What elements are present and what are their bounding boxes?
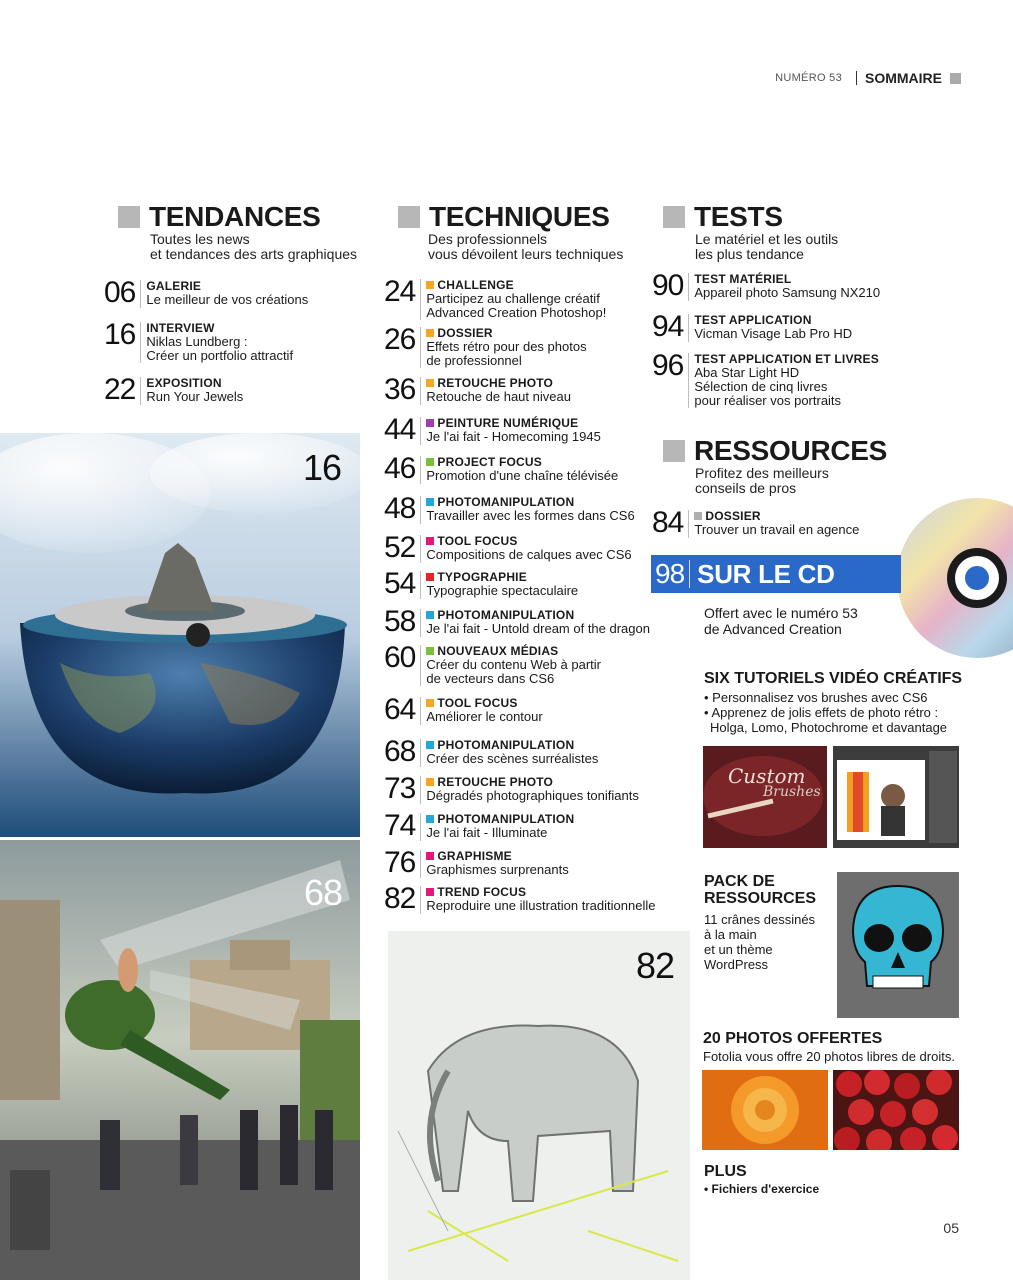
category-color-square — [426, 852, 434, 860]
subtitle-line: et tendances des arts graphiques — [150, 246, 358, 262]
entry-desc: pour réaliser vos portraits — [694, 393, 842, 408]
entry-category — [426, 570, 578, 584]
divider — [420, 496, 421, 524]
section-label: SOMMAIRE — [865, 70, 942, 86]
entry-desc: Participez au challenge créatif — [426, 291, 600, 306]
plus-title: PLUS — [704, 1163, 747, 1180]
toc-entry[interactable] — [104, 375, 243, 405]
divider — [420, 456, 421, 484]
pack-line: à la main — [704, 927, 757, 942]
earth-image — [0, 433, 360, 837]
entry-category — [426, 608, 650, 622]
divider — [420, 776, 421, 804]
brush-thumb-text: Brushes — [763, 784, 821, 800]
ressources-title: RESSOURCES — [694, 435, 888, 466]
page-number: 24 — [384, 275, 416, 308]
divider — [420, 377, 421, 405]
pack-text — [704, 912, 815, 972]
section-square — [663, 440, 685, 462]
custom-brushes-thumbnail — [703, 746, 827, 848]
category-color-square — [426, 741, 434, 749]
category-color-square — [426, 498, 434, 506]
entry-category: EXPOSITION — [146, 376, 222, 390]
toc-entry[interactable] — [384, 375, 571, 405]
entry-category — [426, 696, 542, 710]
category-color-square — [426, 815, 434, 823]
video-item: • Personnalisez vos brushes avec CS6 — [704, 690, 928, 705]
cd-title: SUR LE CD — [697, 558, 835, 589]
category-label: TOOL FOCUS — [437, 534, 518, 548]
entry-category: TEST APPLICATION — [694, 313, 812, 327]
tendances-heading — [118, 202, 321, 232]
entry-category — [426, 738, 598, 752]
entry-desc: Améliorer le contour — [426, 709, 543, 724]
page-number: 46 — [384, 452, 416, 485]
entry-desc: Promotion d'une chaîne télévisée — [426, 468, 619, 483]
techniques-title: TECHNIQUES — [429, 201, 610, 232]
pack-line: 11 crânes dessinés — [704, 912, 816, 927]
photos-text: Fotolia vous offre 20 photos libres de droits. — [703, 1049, 955, 1064]
pack-title-line: PACK DE — [704, 873, 775, 890]
entry-desc: Je l'ai fait - Homecoming 1945 — [426, 429, 601, 444]
entry-category — [694, 509, 859, 523]
tendances-subtitle — [150, 232, 357, 262]
category-label: PEINTURE NUMÉRIQUE — [437, 416, 579, 430]
offer-line: de Advanced Creation — [704, 621, 842, 637]
category-label: RETOUCHE PHOTO — [437, 376, 554, 390]
techniques-subtitle — [428, 232, 623, 262]
toc-entry[interactable] — [652, 312, 852, 342]
tests-subtitle — [695, 232, 838, 262]
divider — [420, 739, 421, 767]
entry-desc: Compositions de calques avec CS6 — [426, 547, 632, 562]
category-color-square — [426, 329, 434, 337]
toc-entry[interactable] — [384, 607, 650, 637]
entry-category — [426, 278, 606, 292]
toc-entry[interactable] — [384, 325, 587, 368]
category-color-square — [426, 419, 434, 427]
toc-entry[interactable] — [384, 695, 543, 725]
tendances-title: TENDANCES — [149, 201, 321, 232]
entry-desc: Niklas Lundberg : — [146, 334, 248, 349]
page-number: 52 — [384, 531, 416, 564]
entry-desc: Appareil photo Samsung NX210 — [694, 285, 881, 300]
toc-entry[interactable] — [384, 569, 578, 599]
category-label: PHOTOMANIPULATION — [437, 738, 575, 752]
video-item: • Apprenez de jolis effets de photo rétro : — [704, 705, 939, 720]
entry-desc: Travailler avec les formes dans CS6 — [426, 508, 635, 523]
entry-category: TEST APPLICATION ET LIVRES — [694, 352, 879, 366]
toc-entry[interactable] — [384, 494, 635, 524]
rose-thumbnail — [702, 1070, 828, 1150]
entry-category — [426, 534, 631, 548]
toc-entry[interactable] — [384, 277, 606, 320]
image-page-number: 16 — [303, 447, 342, 488]
entry-desc: Le meilleur de vos créations — [146, 292, 309, 307]
entry-category — [426, 885, 655, 899]
techniques-heading — [398, 202, 610, 232]
videos-title: SIX TUTORIELS VIDÉO CRÉATIFS — [704, 670, 963, 687]
divider — [420, 279, 421, 320]
category-label: PHOTOMANIPULATION — [437, 608, 575, 622]
page-number: 26 — [384, 323, 416, 356]
elephant-image — [388, 931, 690, 1280]
divider — [688, 353, 689, 408]
pack-line: et un thème — [704, 942, 773, 957]
divider — [688, 314, 689, 342]
divider — [420, 850, 421, 878]
videos-list — [704, 690, 947, 735]
page-number: 06 — [104, 276, 136, 309]
entry-desc: Reproduire une illustration traditionnelle — [426, 898, 656, 913]
divider — [420, 645, 421, 686]
section-square — [118, 206, 140, 228]
divider — [688, 273, 689, 301]
cd-divider — [689, 560, 690, 588]
entry-category — [426, 416, 600, 430]
subtitle-line: les plus tendance — [695, 246, 804, 262]
entry-category — [426, 326, 586, 340]
toc-entry[interactable] — [652, 508, 859, 538]
entry-desc: Run Your Jewels — [146, 389, 244, 404]
category-label: PHOTOMANIPULATION — [437, 812, 575, 826]
toc-entry[interactable] — [384, 533, 632, 563]
subtitle-line: Profitez des meilleurs — [695, 465, 829, 481]
category-color-square — [426, 379, 434, 387]
photoshop-thumbnail — [833, 746, 959, 848]
category-color-square — [426, 647, 434, 655]
entry-desc: Créer du contenu Web à partir — [426, 657, 602, 672]
category-color-square — [426, 778, 434, 786]
divider — [420, 609, 421, 637]
entry-category: INTERVIEW — [146, 321, 215, 335]
entry-desc: Je l'ai fait - Untold dream of the dragon — [426, 621, 650, 636]
page-number: 68 — [384, 735, 416, 768]
brush-thumb-text: Custom — [728, 764, 806, 788]
page-number: 82 — [384, 882, 416, 915]
cd-banner[interactable] — [651, 555, 901, 593]
entry-category — [426, 849, 568, 863]
category-label: PROJECT FOCUS — [437, 455, 542, 469]
entry-category — [426, 376, 571, 390]
divider — [420, 327, 421, 368]
category-color-square — [426, 537, 434, 545]
strawberries-thumbnail — [833, 1070, 959, 1150]
divider — [420, 697, 421, 725]
category-label: PHOTOMANIPULATION — [437, 495, 575, 509]
divider — [688, 510, 689, 538]
entry-desc: de professionnel — [426, 353, 522, 368]
page-number: 76 — [384, 846, 416, 879]
divider — [420, 571, 421, 599]
toc-entry[interactable] — [384, 884, 655, 914]
divider — [420, 813, 421, 841]
toc-entry[interactable] — [104, 320, 293, 363]
entry-category — [426, 495, 634, 509]
photos-title: 20 PHOTOS OFFERTES — [703, 1030, 883, 1047]
entry-desc: Effets rétro pour des photos — [426, 339, 587, 354]
entry-category — [426, 812, 574, 826]
skull-thumbnail — [837, 872, 959, 1018]
entry-desc: Trouver un travail en agence — [694, 522, 860, 537]
category-label: DOSSIER — [437, 326, 493, 340]
entry-category — [426, 644, 601, 658]
entry-desc: de vecteurs dans CS6 — [426, 671, 555, 686]
category-label: GRAPHISME — [437, 849, 512, 863]
divider — [140, 377, 141, 405]
page-number: 44 — [384, 413, 416, 446]
header-square — [950, 73, 961, 84]
ressources-subtitle — [695, 466, 829, 496]
page-number: 22 — [104, 373, 136, 406]
entry-desc: Créer des scènes surréalistes — [426, 751, 599, 766]
category-color-square — [426, 888, 434, 896]
page-number: 74 — [384, 809, 416, 842]
page-folio: 05 — [943, 1220, 959, 1236]
page-number: 73 — [384, 772, 416, 805]
category-label: TREND FOCUS — [437, 885, 527, 899]
toc-entry[interactable] — [652, 271, 880, 301]
toc-entry[interactable] — [384, 415, 601, 445]
pack-title — [704, 873, 816, 907]
entry-category: GALERIE — [146, 279, 202, 293]
issue-number: NUMÉRO 53 — [775, 72, 842, 84]
entry-desc: Vicman Visage Lab Pro HD — [694, 326, 853, 341]
page-number: 60 — [384, 641, 416, 674]
page-header — [775, 70, 961, 86]
entry-category — [426, 775, 638, 789]
subtitle-line: vous dévoilent leurs techniques — [428, 246, 624, 262]
cd-page-number: 98 — [655, 558, 685, 589]
divider — [420, 886, 421, 914]
entry-desc: Sélection de cinq livres — [694, 379, 828, 394]
section-square — [663, 206, 685, 228]
tests-title: TESTS — [694, 201, 783, 232]
entry-desc: Créer un portfolio attractif — [146, 348, 294, 363]
toc-entry[interactable] — [652, 351, 879, 408]
toc-entry[interactable] — [384, 643, 601, 686]
toc-entry[interactable] — [384, 811, 574, 841]
section-square — [398, 206, 420, 228]
category-label: TOOL FOCUS — [437, 696, 518, 710]
page-number: 36 — [384, 373, 416, 406]
header-divider — [856, 71, 857, 85]
entry-category — [426, 455, 618, 469]
category-label: CHALLENGE — [437, 278, 514, 292]
subtitle-line: conseils de pros — [695, 480, 797, 496]
entry-desc: Graphismes surprenants — [426, 862, 569, 877]
entry-category: TEST MATÉRIEL — [694, 272, 792, 286]
page-number: 96 — [652, 349, 684, 382]
divider — [420, 535, 421, 563]
plus-text: • Fichiers d'exercice — [704, 1182, 820, 1196]
category-color-square — [694, 512, 702, 520]
category-color-square — [426, 573, 434, 581]
page-number: 48 — [384, 492, 416, 525]
subtitle-line: Des professionnels — [428, 231, 548, 247]
category-color-square — [426, 458, 434, 466]
page-number: 94 — [652, 310, 684, 343]
pack-line: WordPress — [704, 957, 769, 972]
divider — [140, 280, 141, 308]
pack-title-line: RESSOURCES — [704, 890, 817, 907]
video-item: Holga, Lomo, Photochrome et davantage — [710, 720, 948, 735]
offer-line: Offert avec le numéro 53 — [704, 605, 858, 621]
entry-desc: Dégradés photographiques tonifiants — [426, 788, 639, 803]
entry-desc: Je l'ai fait - Illuminate — [426, 825, 548, 840]
category-label: TYPOGRAPHIE — [437, 570, 527, 584]
tests-heading — [663, 202, 783, 232]
toc-entry[interactable] — [384, 454, 618, 484]
category-label: NOUVEAUX MÉDIAS — [437, 644, 559, 658]
page-number: 84 — [652, 506, 684, 539]
toc-entry[interactable] — [384, 848, 569, 878]
divider — [420, 417, 421, 445]
page-number: 90 — [652, 269, 684, 302]
page-number: 16 — [104, 318, 136, 351]
category-color-square — [426, 281, 434, 289]
page-number: 64 — [384, 693, 416, 726]
toc-entry[interactable] — [384, 737, 598, 767]
cd-disc-icon — [895, 498, 1013, 658]
toc-entry[interactable] — [104, 278, 308, 308]
entry-desc: Aba Star Light HD — [694, 365, 800, 380]
image-page-number: 68 — [304, 872, 343, 913]
ressources-heading — [663, 436, 887, 466]
entry-desc: Retouche de haut niveau — [426, 389, 571, 404]
category-label: RETOUCHE PHOTO — [437, 775, 554, 789]
cd-offer — [704, 605, 858, 637]
subtitle-line: Toutes les news — [150, 231, 250, 247]
page-number: 54 — [384, 567, 416, 600]
toc-entry[interactable] — [384, 774, 639, 804]
category-color-square — [426, 699, 434, 707]
image-page-number: 82 — [636, 945, 675, 986]
page-number: 58 — [384, 605, 416, 638]
dragonfly-image — [0, 840, 360, 1280]
subtitle-line: Le matériel et les outils — [695, 231, 839, 247]
category-label: DOSSIER — [705, 509, 761, 523]
entry-desc: Advanced Creation Photoshop! — [426, 305, 607, 320]
divider — [140, 322, 141, 363]
entry-desc: Typographie spectaculaire — [426, 583, 579, 598]
category-color-square — [426, 611, 434, 619]
